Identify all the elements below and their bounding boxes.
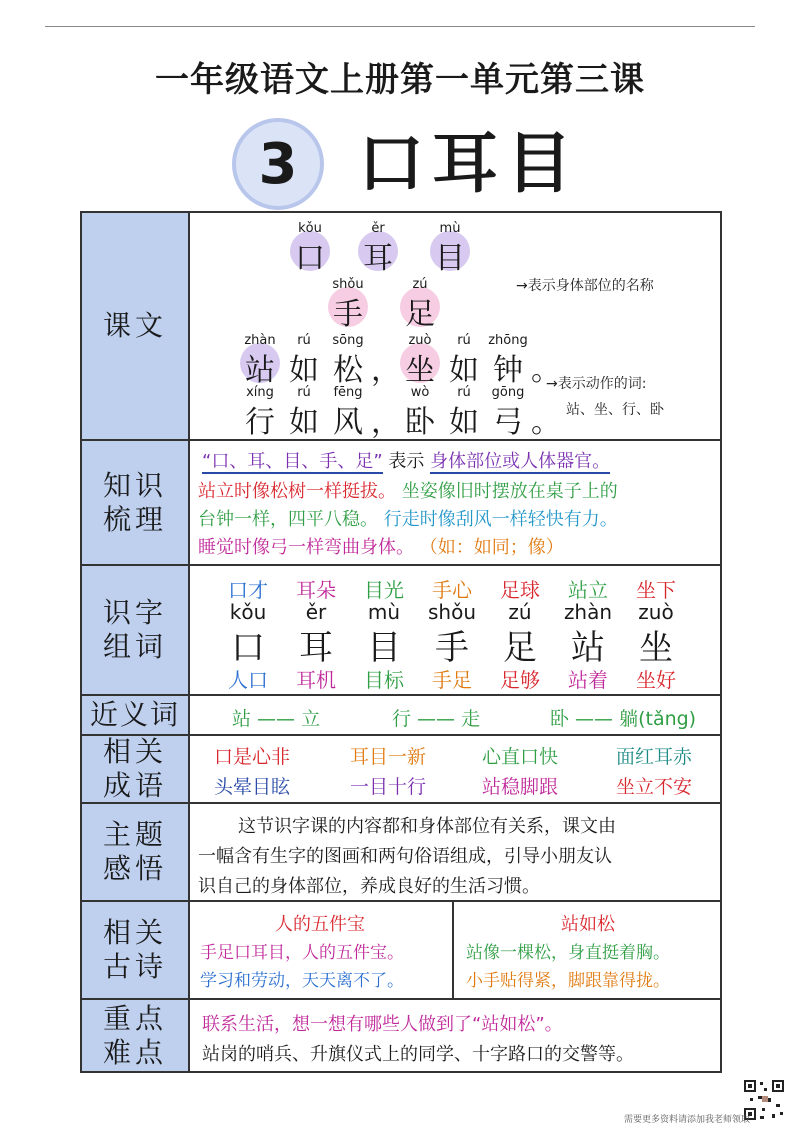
text: 坐姿像旧时摆放在桌子上的	[401, 481, 618, 502]
note-body-parts: →表示身体部位的名称	[516, 278, 654, 294]
character: 手	[435, 628, 469, 668]
character: 弓	[493, 405, 523, 440]
jinyi-content	[188, 696, 720, 734]
row-jinyi	[82, 696, 720, 736]
key-point-line: 站岗的哨兵、升旗仪式上的同学、十字路口的交警等。	[202, 1044, 634, 1065]
zhishi-content	[188, 441, 720, 564]
poem-title: 人的五件宝	[275, 914, 365, 935]
character: 钟	[493, 353, 523, 388]
character: 足	[405, 297, 435, 332]
key-point-line: 联系生活，想一想有哪些人做到了“站如松”。	[202, 1014, 563, 1035]
character: 目	[435, 241, 465, 276]
page-title: 一年级语文上册第一单元第三课	[155, 60, 645, 100]
row-kewen	[82, 213, 720, 441]
character: 口	[231, 628, 265, 668]
synonym-pair: 站 —— 立	[232, 708, 321, 730]
word-top: 站立	[568, 578, 608, 602]
word-top: 足球	[500, 578, 540, 602]
word-top: 目光	[364, 578, 404, 602]
pinyin: zú	[508, 600, 532, 624]
poem-line: 站像一棵松，身直挺着胸。	[466, 943, 670, 963]
idiom: 心直口快	[482, 746, 559, 768]
character: 站	[571, 628, 605, 668]
row-chengyu	[82, 736, 720, 804]
pinyin: rú	[457, 333, 471, 348]
character: 。	[531, 405, 561, 440]
idiom: 口是心非	[214, 746, 291, 768]
word-top: 手心	[432, 578, 472, 602]
label-gushi	[82, 902, 190, 998]
knowledge-line-3	[198, 505, 618, 531]
knowledge-line-1	[202, 447, 610, 473]
label-text: 相关古诗	[102, 916, 167, 983]
theme-line: 识自己的身体部位，养成良好的生活习惯。	[198, 876, 540, 897]
text: 台钟一样，四平八稳。	[198, 509, 378, 530]
pinyin: sōng	[332, 333, 364, 348]
pinyin: zuò	[638, 600, 674, 624]
shizi-content	[188, 566, 720, 694]
poem-line: 学习和劳动，天天离不了。	[200, 971, 404, 991]
row-gushi	[82, 902, 720, 1000]
knowledge-line-4	[198, 533, 564, 559]
idiom: 耳目一新	[350, 746, 427, 768]
idiom: 头晕目眩	[214, 776, 291, 798]
pinyin: zhàn	[563, 600, 613, 624]
character: 行	[245, 405, 275, 440]
text: （如：如同；像）	[419, 537, 564, 558]
highlight-text: “口、耳、目、手、足”	[202, 451, 383, 472]
pinyin: mù	[439, 221, 461, 236]
label-chengyu	[82, 736, 190, 802]
footer-note: 需要更多资料请添加我老师领取	[623, 1115, 750, 1125]
poem-title: 站如松	[561, 914, 615, 935]
plain-text: 表示	[388, 451, 425, 472]
word-bottom: 坐好	[636, 668, 676, 692]
pinyin: zhōng	[488, 333, 528, 348]
word-top: 口才	[228, 578, 268, 602]
pinyin: ěr	[305, 600, 327, 624]
character: 目	[367, 628, 401, 668]
label-kewen: 课文	[82, 213, 190, 439]
label-zhuti	[82, 804, 190, 900]
word-bottom: 手足	[432, 668, 472, 692]
character: 耳	[299, 628, 333, 668]
word-bottom: 站着	[568, 668, 608, 692]
character: 足	[503, 628, 537, 668]
character: 如	[289, 405, 319, 440]
pinyin: xíng	[246, 385, 274, 400]
pinyin: ěr	[371, 221, 385, 236]
label-text: 知识梳理	[102, 468, 167, 536]
label-zhishi	[82, 441, 190, 564]
label-text: 重点难点	[102, 1001, 167, 1069]
character: 如	[289, 353, 319, 388]
synonym-pair: 卧 —— 躺(tǎng)	[550, 708, 697, 730]
theme-line: 一幅含有生字的图画和两句俗语组成，引导小朋友认	[198, 846, 612, 867]
poem-line: 手足口耳目，人的五件宝。	[200, 943, 404, 963]
pinyin: shǒu	[332, 277, 364, 292]
pinyin: kǒu	[229, 600, 267, 624]
character: ，	[371, 353, 401, 388]
character: 坐	[639, 628, 673, 668]
pinyin: fēng	[333, 385, 363, 400]
idiom: 站稳脚跟	[482, 776, 559, 798]
character: 口	[295, 241, 325, 276]
lesson-table	[80, 211, 722, 1073]
character: ，	[371, 405, 401, 440]
pinyin: gōng	[491, 385, 525, 400]
character: 耳	[363, 241, 393, 276]
idiom: 面红耳赤	[616, 746, 693, 768]
pinyin: shǒu	[427, 600, 476, 624]
lesson-number-badge: 3	[232, 118, 324, 210]
label-shizi	[82, 566, 190, 694]
idiom: 一目十行	[350, 776, 427, 798]
character: 如	[449, 405, 479, 440]
chengyu-content	[188, 736, 720, 802]
text: 睡觉时像弓一样弯曲身体。	[198, 537, 414, 558]
label-text: 识字组词	[102, 596, 167, 663]
knowledge-line-2	[198, 477, 618, 503]
word-top: 耳朵	[296, 578, 336, 602]
character: 风	[333, 405, 363, 440]
pinyin: zú	[412, 277, 428, 292]
pinyin: wò	[410, 385, 430, 400]
character: 。	[531, 353, 561, 388]
label-zhongdian	[82, 1000, 190, 1071]
zhongdian-content	[188, 1000, 720, 1071]
word-bottom: 人口	[228, 668, 268, 692]
note-action-words: 站、坐、行、卧	[566, 402, 664, 418]
pinyin: rú	[297, 333, 311, 348]
word-top: 坐下	[636, 578, 676, 602]
pinyin: zuò	[408, 333, 432, 348]
synonym-pair: 行 —— 走	[392, 708, 481, 730]
label-text: 主题感悟	[102, 818, 167, 885]
zhuti-content	[188, 804, 720, 900]
lesson-title: 口耳目	[358, 125, 580, 202]
character: 站	[245, 353, 275, 388]
row-zhongdian	[82, 1000, 720, 1071]
word-bottom: 足够	[500, 668, 540, 692]
text: 站立时像松树一样挺拔。	[198, 481, 396, 502]
text: 行走时像刮风一样轻快有力。	[383, 509, 618, 530]
row-zhuti	[82, 804, 720, 902]
pinyin: rú	[297, 385, 311, 400]
character: 如	[449, 353, 479, 388]
poem-line: 小手贴得紧，脚跟靠得拢。	[466, 971, 670, 991]
word-bottom: 耳机	[296, 668, 336, 692]
row-zhishi	[82, 441, 720, 566]
character: 卧	[405, 405, 435, 440]
character: 手	[333, 297, 363, 332]
idiom: 坐立不安	[616, 776, 693, 798]
note-action: →表示动作的词:	[546, 376, 647, 392]
label-jinyi: 近义词	[82, 696, 190, 734]
row-shizi	[82, 566, 720, 696]
pinyin: zhàn	[244, 333, 276, 348]
theme-line: 这节识字课的内容都和身体部位有关系，课文由	[238, 816, 616, 837]
word-bottom: 目标	[364, 668, 404, 692]
pinyin: mù	[367, 600, 401, 624]
label-text: 相关成语	[102, 735, 167, 802]
pinyin: kǒu	[298, 221, 322, 236]
character: 坐	[405, 353, 435, 388]
highlight-text: 身体部位或人体器官。	[430, 451, 611, 472]
gushi-content	[188, 902, 720, 998]
pinyin: rú	[457, 385, 471, 400]
top-divider	[45, 26, 755, 27]
kewen-content	[188, 213, 720, 439]
character: 松	[333, 353, 363, 388]
